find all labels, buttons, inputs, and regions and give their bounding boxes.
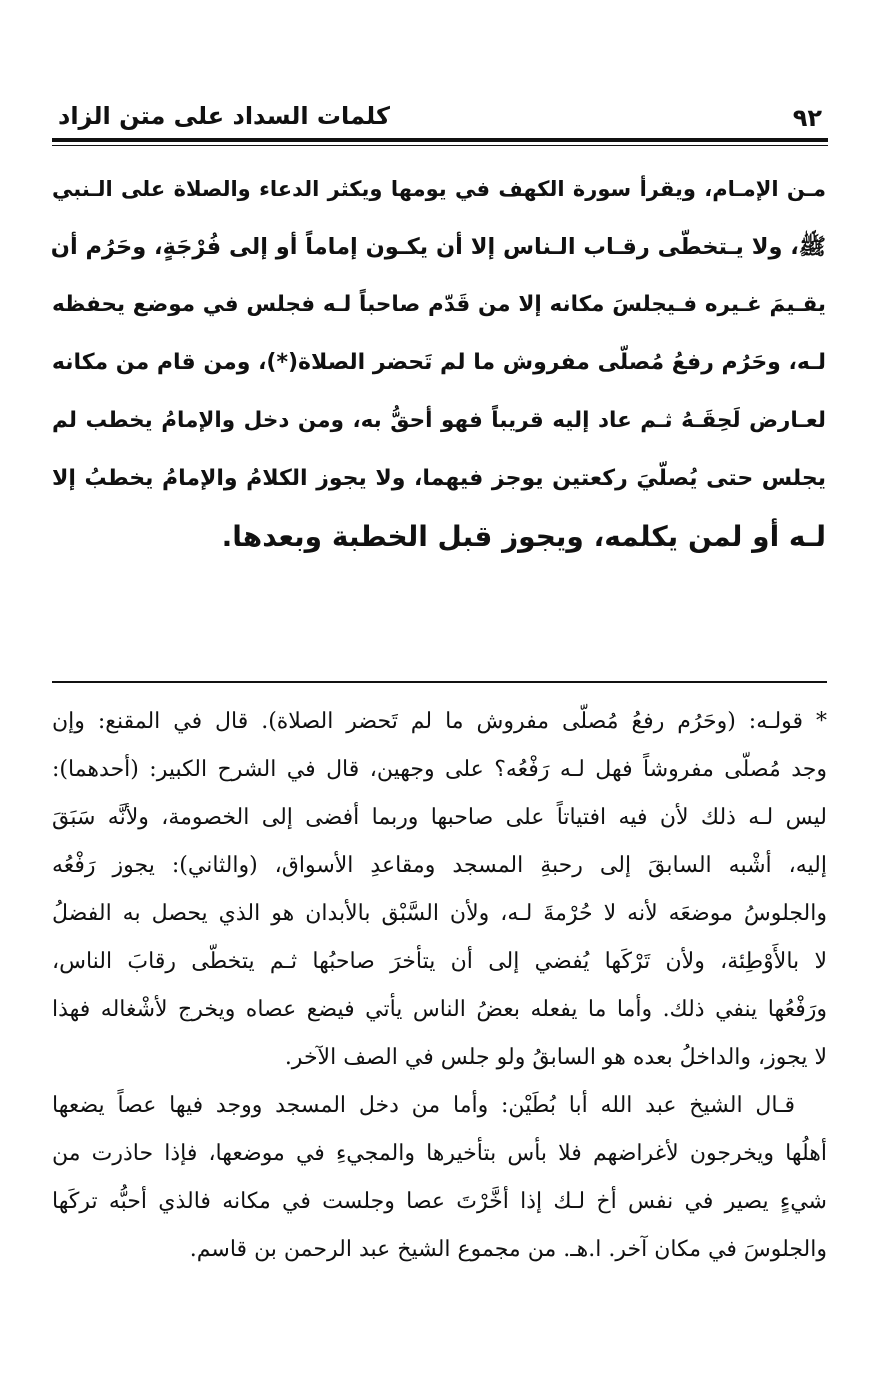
footnote-line: ليس لـه ذلك لأن فيه افتياتاً على صاحبها وربما أفضى إلى الخصومة، ولأنَّه سَبَقَ	[52, 805, 827, 830]
footnote-line: والجلوسُ موضعَه لأنه لا حُرْمةَ لـه، ولأن السَّبْق بالأبدان هو الذي يحصل به الفضلُ	[52, 901, 827, 926]
header-rule	[52, 138, 828, 142]
footnote-line: قـال الشيخ عبد الله أبا بُطَيْن: وأما من دخل المسجد ووجد فيها عصاً يضعها	[52, 1093, 795, 1118]
main-text-line: لعـارض لَحِقَـهُ ثـم عاد إليه قريباً فهو أحقُّ به، ومن دخل والإمامُ يخطب لم	[52, 408, 826, 433]
main-text-line: لـه أو لمن يكلمه، ويجوز قبل الخطبة وبعدها.	[221, 520, 826, 553]
main-text-line: مـن الإمـام، ويقرأ سورة الكهف في يومها ويكثر الدعاء والصلاة على الـنبي	[52, 177, 826, 201]
running-title: كلمات السداد على متن الزاد	[58, 102, 390, 130]
footnote-line: إليه، أشْبه السابقَ إلى رحبةِ المسجد ومقاعدِ الأسواق، (والثاني): يجوز رَفْعُه	[52, 853, 827, 878]
footnote-line: لا بالأَوْطِئة، ولأن تَرْكَها يُفضي إلى أن يتأخرَ صاحبُها ثـم يتخطّى رقابَ الناس،	[52, 949, 827, 974]
footnote-line: شيءٍ يصير في نفس أخ لـك إذا أخَّرْتَ عصا وجلست في مكانه فالذي أحبُّه تركَها	[52, 1189, 827, 1214]
footnote-line: وجد مُصلّى مفروشاً فهل لـه رَفْعُه؟ على وجهين، قال في الشرح الكبير: (أحدهما):	[52, 757, 827, 782]
main-text-line: لـه، وحَرُم رفعُ مُصلّى مفروش ما لم تَحضر الصلاة(*)، ومن قام من مكانه	[51, 350, 826, 375]
header-rule-thin	[52, 145, 828, 146]
footnote-line: لا يجوز، والداخلُ بعده هو السابقُ ولو جلس في الصف الآخر.	[284, 1045, 827, 1070]
main-text	[52, 160, 826, 566]
footnote-line: * قولـه: (وحَرُم رفعُ مُصلّى مفروش ما لم تَحضر الصلاة). قال في المقنع: وإن	[52, 709, 827, 734]
main-text-line: يقـيمَ غـيره فـيجلسَ مكانه إلا من قَدّم صاحباً لـه فجلس في موضع يحفظه	[52, 292, 826, 317]
page-header	[52, 98, 828, 138]
footnote-line: أهلُها ويخرجون لأغراضهم فلا بأس بتأخيرها والمجيءِ في موضعها، فإذا حاذرت من	[52, 1141, 827, 1166]
footnote-line: ورَفْعُها ينفي ذلك. وأما ما يفعله بعضُ الناس يأتي فيضع عصاه ويخرج لأشْغاله فهذا	[52, 997, 827, 1022]
footnote-line: والجلوسَ في مكان آخر. ا.هـ. من مجموع الشيخ عبد الرحمن بن قاسم.	[189, 1237, 827, 1262]
footnote	[52, 698, 827, 1274]
main-text-line: يجلس حتى يُصلّيَ ركعتين يوجز فيهما، ولا يجوز الكلامُ والإمامُ يخطبُ إلا	[52, 466, 826, 491]
footnote-separator	[52, 681, 827, 683]
page-number: ٩٢	[792, 104, 822, 132]
main-text-line: ﷺ، ولا يـتخطّى رقـاب الـناس إلا أن يكـون إماماً أو إلى فُرْجَةٍ، وحَرُم أن	[50, 234, 826, 260]
